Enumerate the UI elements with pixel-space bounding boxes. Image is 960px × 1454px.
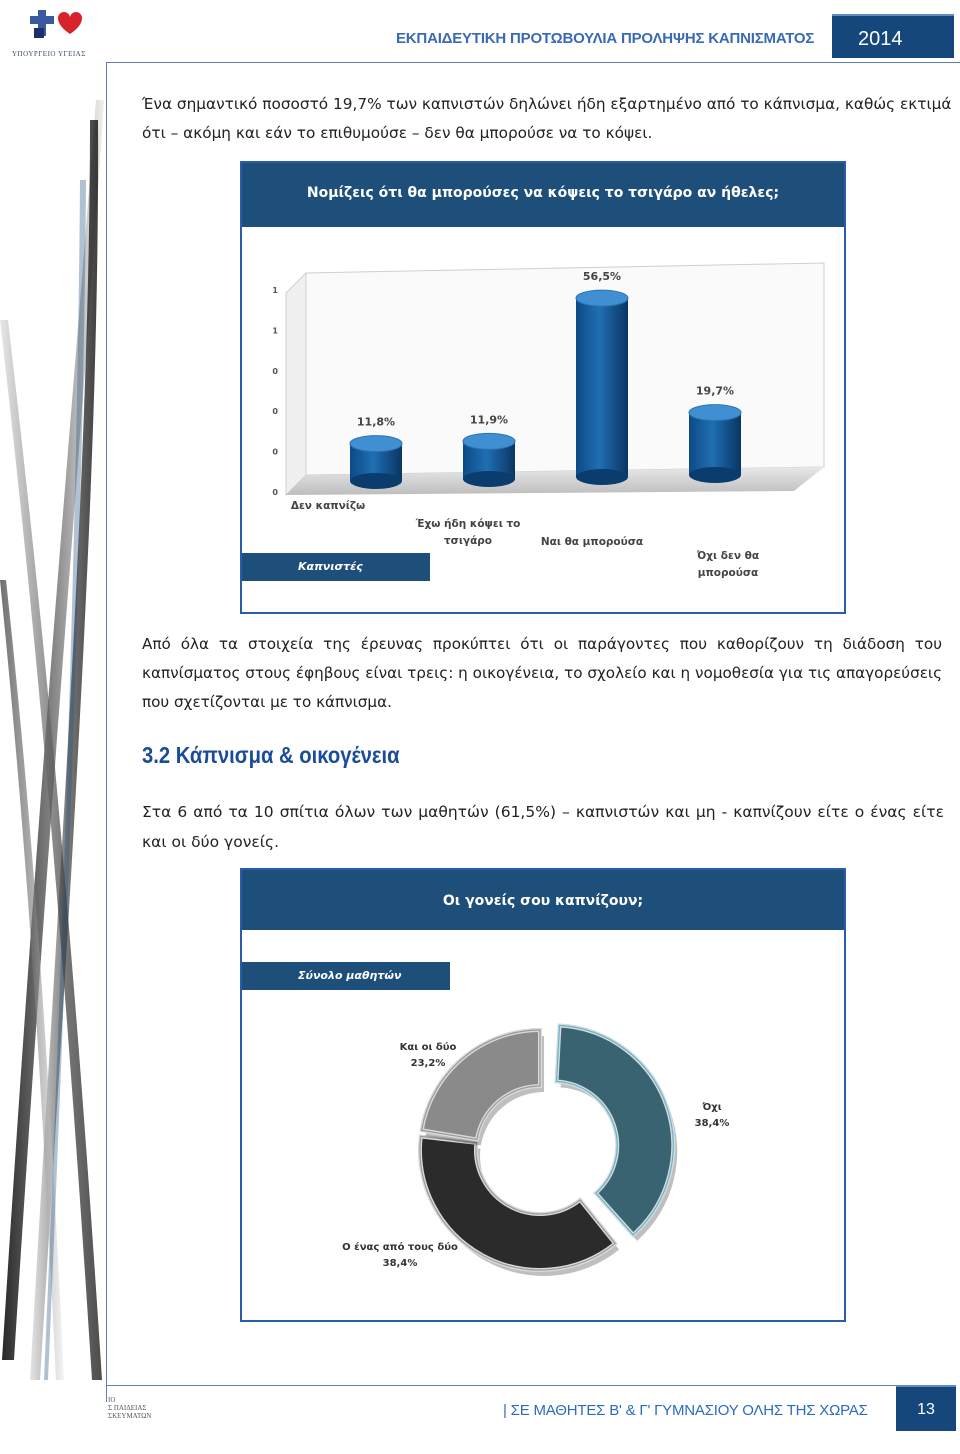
plot-side-wall (286, 273, 306, 495)
header-title: ΕΚΠΑΙΔΕΥΤΙΚΗ ΠΡΟΤΩΒΟΥΛΙΑ ΠΡΟΛΗΨΗΣ ΚΑΠΝΙΣΜΑΤΟΣ (396, 30, 815, 47)
footer-text: | ΣΕ ΜΑΘΗΤΕΣ Β' & Γ' ΓΥΜΝΑΣΙΟΥ ΟΛΗΣ ΤΗΣ ΧΩΡΑΣ (503, 1402, 868, 1419)
segment-name-label: Όχι (702, 1102, 722, 1113)
section-title: 3.2 Κάπνισμα & οικογένεια (142, 742, 400, 768)
decorative-swoosh (0, 60, 106, 1390)
y-tick-label: 0 (272, 407, 278, 417)
y-tick-label: 0 (272, 488, 278, 497)
bar (463, 433, 515, 487)
doughnut-chart-plot (242, 870, 844, 1320)
page-number-badge (896, 1385, 956, 1431)
segment-name-label: Και οι δύο (399, 1042, 457, 1053)
bar (689, 405, 741, 483)
bar-value-label: 56,5% (582, 270, 622, 284)
segment-name-label: Ο ένας από τους δύο (342, 1242, 458, 1253)
chart-title: Οι γονείς σου καπνίζουν; (242, 870, 844, 930)
bar-value-label: 11,9% (469, 413, 509, 427)
doughnut-chart-parents (240, 868, 846, 1322)
bar-value-label: 11,8% (356, 415, 396, 429)
x-category-label: Δεν καπνίζω (290, 500, 366, 512)
margin-divider (106, 62, 107, 1402)
footer-logo-text (108, 1396, 151, 1420)
chart-title: Νομίζεις ότι θα μπορούσες να κόψεις το τσιγάρο αν ήθελες; (242, 163, 844, 227)
chart-subtitle: Σύνολο μαθητών (242, 962, 450, 990)
family-paragraph: Στα 6 από τα 10 σπίτια όλων των μαθητών (61,5%) – καπνιστών και μη - καπνίζουν είτε ο ένας είτε και οι δύο γονείς. (142, 803, 944, 851)
factors-paragraph: Από όλα τα στοιχεία της έρευνας προκύπτει ότι οι παράγοντες που καθορίζουν τη διάδοση του καπνίσματος στους έφηβους είναι τρεις: η οικογένεια, το σχολείο και η νομοθεσία για τις απαγορεύσεις που σχετίζονται με το κάπνισμα. (142, 635, 942, 711)
segment-value-label: 23,2% (410, 1058, 446, 1069)
page-number: 13 (917, 1401, 935, 1418)
x-category-label: Έχω ήδη κόψει το τσιγάρο (415, 518, 521, 547)
y-tick-label: 0 (272, 366, 278, 376)
bar-chart-quit-smoking (240, 161, 846, 614)
year-label: 2014 (858, 28, 903, 50)
segment-value-label: 38,4% (382, 1258, 418, 1269)
bar (350, 436, 402, 489)
bar (576, 290, 628, 485)
segment-value-label: 38,4% (694, 1118, 730, 1129)
chart-subtitle: Καπνιστές (242, 553, 430, 581)
x-category-label: Ναι θα μπορούσα (540, 536, 644, 548)
footer-logo-line: ΣΚΕΥΜΑΤΩΝ (108, 1412, 152, 1420)
footer-logo-line: ΙΟ (108, 1396, 116, 1404)
y-tick-label: 1 (272, 286, 278, 295)
footer-divider (106, 1385, 896, 1386)
ministry-caption: ΥΠΟΥΡΓΕΙΟ ΥΓΕΙΑΣ (12, 50, 86, 58)
x-category-label: Όχι δεν θα μπορούσα (696, 550, 760, 579)
footer-logo-line: Σ ΠΑΙΔΕΙΑΣ (108, 1404, 147, 1412)
intro-paragraph: Ένα σημαντικό ποσοστό 19,7% των καπνιστών δηλώνει ήδη εξαρτημένο από το κάπνισμα, καθώς εκτιμά ότι – ακόμη και εάν το επιθυμούσε – δεν θα μπορούσε να το κόψει. (142, 95, 952, 142)
y-tick-label: 0 (272, 447, 278, 457)
bar-value-label: 19,7% (695, 384, 735, 398)
bar-chart-plot (242, 163, 844, 612)
header-divider (106, 62, 960, 63)
y-tick-label: 1 (272, 326, 278, 336)
year-badge (832, 14, 954, 58)
